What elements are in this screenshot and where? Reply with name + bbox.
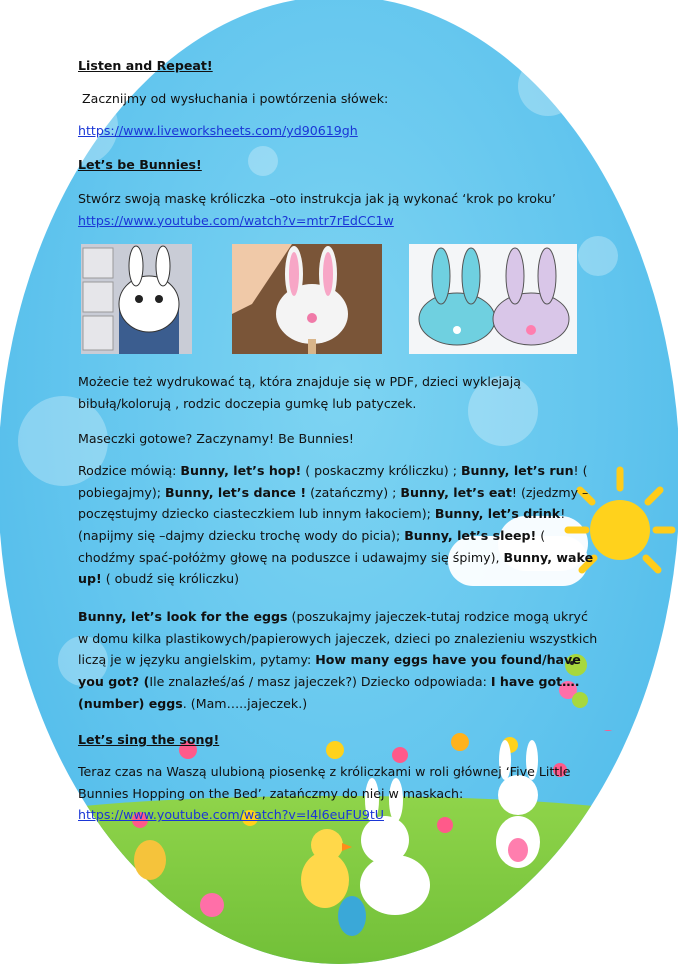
mask-instructions: Stwórz swoją maskę króliczka –oto instrukcja jak ją wykonać ‘krok po kroku’ bbox=[78, 191, 556, 206]
masks-ready: Maseczki gotowe? Zaczynamy! Be Bunnies! bbox=[78, 431, 354, 446]
song-heading bbox=[78, 729, 608, 751]
text-segment: Ile znalazłeś/aś / masz jajeczek?) Dziecko odpowiada: bbox=[149, 673, 491, 689]
text-segment: ( poskaczmy króliczku) ; bbox=[301, 463, 461, 478]
paper-plate-mask-photo bbox=[232, 244, 382, 354]
text-segment: ! ( pobiegajmy); bbox=[78, 463, 588, 500]
text-segment: . (Mam…..jajeczek.) bbox=[182, 695, 308, 711]
colored-masks-photo bbox=[409, 244, 577, 354]
bold-phrase: Bunny, let’s hop! bbox=[180, 463, 302, 478]
bold-phrase: Bunny, let’s drink bbox=[434, 506, 561, 522]
youtube-mask-link[interactable]: https://www.youtube.com/watch?v=mtr7rEdCC1w bbox=[78, 212, 394, 228]
song-text: Teraz czas na Waszą ulubioną piosenkę z króliczkami w roli głównej ‘Five Little Bunnies Hopping on the Bed’, zatańczmy do niej w maskach: bbox=[78, 764, 571, 801]
bold-phrase: Bunny, wake up! bbox=[78, 549, 594, 587]
bold-phrase: Bunny, let’s eat bbox=[400, 484, 512, 500]
bold-phrase: How many eggs have you found/have you got? ( bbox=[78, 652, 581, 689]
song-block bbox=[78, 761, 598, 826]
liveworksheets-link-row bbox=[78, 120, 608, 142]
print-info: Możecie też wydrukować tą, która znajduje się w PDF, dzieci wyklejają bibułą/kolorują , rodzic doczepia gumkę lub patyczek. bbox=[78, 374, 521, 411]
listen-heading-text: Listen and Repeat! bbox=[78, 58, 213, 73]
listen-heading bbox=[78, 55, 608, 77]
bold-phrase: Bunny, let’s look for the eggs bbox=[78, 609, 288, 624]
text-segment: ( chodźmy spać-połóżmy głowę na poduszce i udawajmy się śpimy), bbox=[78, 527, 546, 565]
text-segment: ( obudź się króliczku) bbox=[101, 571, 239, 587]
bubble-decoration bbox=[578, 236, 618, 276]
bold-phrase: Bunny, let’s sleep! bbox=[404, 527, 537, 543]
bold-phrase: I have got….(number) eggs bbox=[78, 673, 580, 711]
text-segment: Rodzice mówią: bbox=[78, 463, 181, 478]
child-mask-photo bbox=[81, 244, 192, 354]
youtube-song-link[interactable]: https://www.youtube.com/watch?v=I4l6euFU9tU bbox=[78, 807, 384, 823]
bold-phrase: Bunny, let’s dance ! bbox=[165, 484, 307, 500]
liveworksheets-link[interactable]: https://www.liveworksheets.com/yd90619gh bbox=[78, 123, 358, 138]
text-segment: ! (napijmy się –dajmy dziecku trochę wody do picia); bbox=[78, 506, 566, 543]
text-segment: (poszukajmy jajeczek-tutaj rodzice mogą ukryć w domu kilka plastikowych/papierowych jajeczek, dzieci po znalezieniu wszystkich liczą je w języku angielskim, pytamy: bbox=[78, 609, 598, 668]
text-segment: ! (zjedzmy – poczęstujmy dziecko ciasteczkiem lub innym łakociem); bbox=[78, 484, 589, 522]
parents-instructions bbox=[78, 460, 598, 590]
bunnies-heading-text: Let’s be Bunnies! bbox=[78, 157, 202, 172]
listen-intro: Zacznijmy od wysłuchania i powtórzenia słówek: bbox=[82, 91, 389, 106]
mask-instructions-block bbox=[78, 188, 608, 231]
eggs-instructions bbox=[78, 606, 598, 714]
bold-phrase: Bunny, let’s run bbox=[460, 463, 574, 478]
text-segment: (zatańczmy) ; bbox=[306, 484, 401, 500]
bunnies-heading bbox=[78, 154, 608, 176]
song-heading-text: Let’s sing the song! bbox=[78, 732, 220, 747]
